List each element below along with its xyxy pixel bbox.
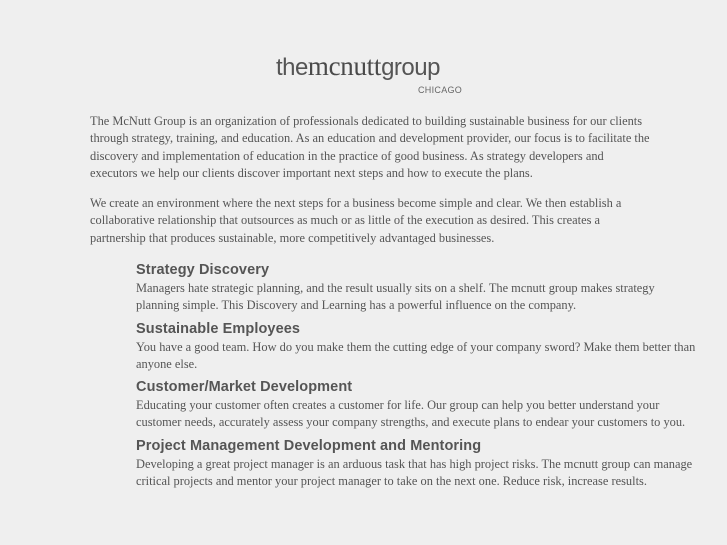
intro-paragraph-2: We create an environment where the next steps for a business become simple and clear. We then establish a collaborative relationship that outsources as much or as little of the execution as desired. This creates a partnership that produces sustainable, more competitively advantaged businesses. bbox=[90, 196, 622, 245]
service-title: Customer/Market Development bbox=[136, 379, 353, 396]
company-logo bbox=[276, 50, 440, 84]
service-strategy-discovery bbox=[136, 260, 696, 315]
service-title: Sustainable Employees bbox=[136, 320, 301, 337]
service-title: Strategy Discovery bbox=[136, 262, 270, 278]
logo-the: the bbox=[276, 54, 308, 81]
service-description: Developing a great project manager is an arduous task that has high project risks. The mcnutt group can manage critical projects and mentor your project manager to take on the next one. Reduce risk, increase results. bbox=[136, 456, 693, 489]
logo-city: CHICAGO bbox=[418, 85, 463, 95]
service-project-management bbox=[136, 436, 696, 491]
service-description: You have a good team. How do you make them the cutting edge of your company sword? Make them better than anyone else. bbox=[136, 339, 696, 371]
logo-mcnutt: mcnutt bbox=[307, 51, 382, 81]
service-customer-market-development bbox=[136, 377, 696, 432]
services-list bbox=[136, 260, 696, 494]
logo-group: group bbox=[381, 54, 440, 81]
service-description: Managers hate strategic planning, and the result usually sits on a shelf. The mcnutt group makes strategy planning simple. This Discovery and Learning has a powerful influence on the company. bbox=[136, 281, 655, 313]
service-title: Project Management Development and Mentoring bbox=[136, 437, 482, 454]
service-sustainable-employees bbox=[136, 319, 696, 374]
intro-paragraph-1: The McNutt Group is an organization of professionals dedicated to building sustainable business for our clients through strategy, training, and education. As an education and development provider, our focus is to facilitate the discovery and implementation of education in the practice of good business. As strategy developers and executors we help our clients discover important next steps and how to execute the plans. bbox=[90, 114, 650, 180]
service-description: Educating your customer often creates a customer for life. Our group can help you better understand your customer needs, accurately assess your company strengths, and execute plans to endear your customers to you. bbox=[136, 398, 686, 430]
